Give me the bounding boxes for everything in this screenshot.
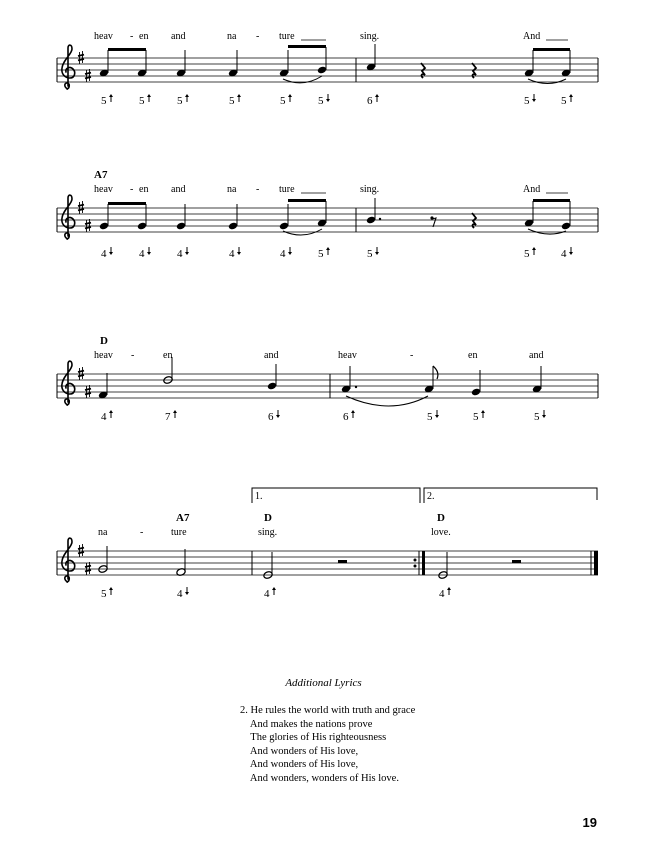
lyric: sing.: [258, 527, 278, 538]
svg-text:6: 6: [343, 411, 349, 423]
svg-text:4: 4: [439, 588, 445, 600]
svg-text:5: 5: [473, 411, 479, 423]
svg-text:4: 4: [101, 248, 107, 260]
lyric: -: [140, 527, 144, 538]
verse-line: The glories of His righteousness: [240, 732, 387, 743]
second-ending-bracket: [424, 488, 597, 503]
svg-text:5: 5: [101, 95, 107, 107]
lyric: en: [139, 184, 149, 195]
lyric: heav: [94, 350, 113, 361]
verse-2-lyrics: [240, 704, 415, 785]
sharp-icon: [78, 367, 84, 380]
sharp-icon: [78, 544, 84, 557]
lyric: ture: [279, 31, 295, 42]
lyric: -: [131, 350, 135, 361]
lyric: na: [227, 184, 237, 195]
fingering-row: [101, 247, 573, 260]
lyric: and: [264, 350, 279, 361]
lyric: and: [171, 184, 186, 195]
system-2: [57, 169, 598, 260]
svg-text:4: 4: [101, 411, 107, 423]
lyric: sing.: [360, 184, 380, 195]
svg-text:5: 5: [229, 95, 235, 107]
lyric: -: [410, 350, 414, 361]
lyric: and: [529, 350, 544, 361]
chord-symbol: D: [100, 335, 108, 347]
sharp-icon: [85, 562, 91, 575]
first-ending-bracket: [252, 488, 420, 503]
sharp-icon: [78, 201, 84, 214]
lyric: ture: [279, 184, 295, 195]
svg-text:4: 4: [280, 248, 286, 260]
lyric: sing.: [360, 31, 380, 42]
svg-text:5: 5: [524, 248, 530, 260]
svg-text:5: 5: [139, 95, 145, 107]
chord-symbol: A7: [94, 169, 108, 181]
verse-line: And wonders, wonders of His love.: [240, 772, 399, 784]
sharp-icon: [78, 51, 84, 64]
svg-text:7: 7: [165, 411, 171, 423]
ending-label: 1.: [255, 491, 263, 502]
chord-symbol: D: [264, 512, 272, 524]
lyric: -: [256, 184, 260, 195]
ending-label: 2.: [427, 491, 435, 502]
verse-line: And makes the nations prove: [240, 718, 373, 730]
fingering-row: [101, 410, 546, 423]
system-3: [57, 335, 598, 423]
lyric: -: [256, 31, 260, 42]
lyric: en: [468, 350, 478, 361]
system-1: [57, 31, 598, 107]
fingering-row: [101, 94, 573, 107]
verse-line: And wonders of His love,: [240, 745, 359, 757]
svg-text:4: 4: [229, 248, 235, 260]
svg-text:5: 5: [367, 248, 373, 260]
svg-text:5: 5: [280, 95, 286, 107]
svg-text:5: 5: [534, 411, 540, 423]
page-number: 19: [582, 815, 597, 830]
svg-text:5: 5: [177, 95, 183, 107]
treble-clef-icon: [62, 195, 75, 239]
lyric: ture: [171, 527, 187, 538]
svg-text:5: 5: [561, 95, 567, 107]
lyric: en: [163, 350, 173, 361]
treble-clef-icon: [62, 361, 75, 405]
lyric: and: [171, 31, 186, 42]
svg-text:5: 5: [524, 95, 530, 107]
svg-text:5: 5: [427, 411, 433, 423]
svg-text:5: 5: [318, 95, 324, 107]
lyric: love.: [431, 527, 451, 538]
lyric: -: [130, 184, 134, 195]
sharp-icon: [85, 385, 91, 398]
system-4: [57, 488, 598, 600]
fingering-row: [101, 587, 451, 600]
svg-text:4: 4: [139, 248, 145, 260]
half-rest-icon: [338, 560, 347, 563]
lyric: na: [98, 527, 108, 538]
chord-symbol: A7: [176, 512, 190, 524]
svg-text:4: 4: [561, 248, 567, 260]
chord-symbol: D: [437, 512, 445, 524]
staff-lines: [57, 58, 598, 82]
treble-clef-icon: [62, 45, 75, 89]
verse-line: 2. He rules the world with truth and grace: [240, 705, 416, 716]
lyric: heav: [94, 31, 113, 42]
lyric: heav: [94, 184, 113, 195]
sharp-icon: [85, 69, 91, 82]
lyric: -: [130, 31, 134, 42]
lyric: en: [139, 31, 149, 42]
svg-text:5: 5: [101, 588, 107, 600]
lyric: And: [523, 184, 541, 195]
lyric: na: [227, 31, 237, 42]
treble-clef-icon: [62, 538, 75, 582]
svg-text:4: 4: [264, 588, 270, 600]
verse-line: And wonders of His love,: [240, 759, 359, 770]
svg-text:4: 4: [177, 248, 183, 260]
lyric: heav: [338, 350, 357, 361]
svg-text:5: 5: [318, 248, 324, 260]
additional-lyrics-heading: Additional Lyrics: [285, 677, 362, 689]
svg-text:6: 6: [367, 95, 373, 107]
half-rest-icon: [512, 560, 521, 563]
svg-text:6: 6: [268, 411, 274, 423]
lyric: And: [523, 31, 541, 42]
sharp-icon: [85, 219, 91, 232]
svg-text:4: 4: [177, 588, 183, 600]
